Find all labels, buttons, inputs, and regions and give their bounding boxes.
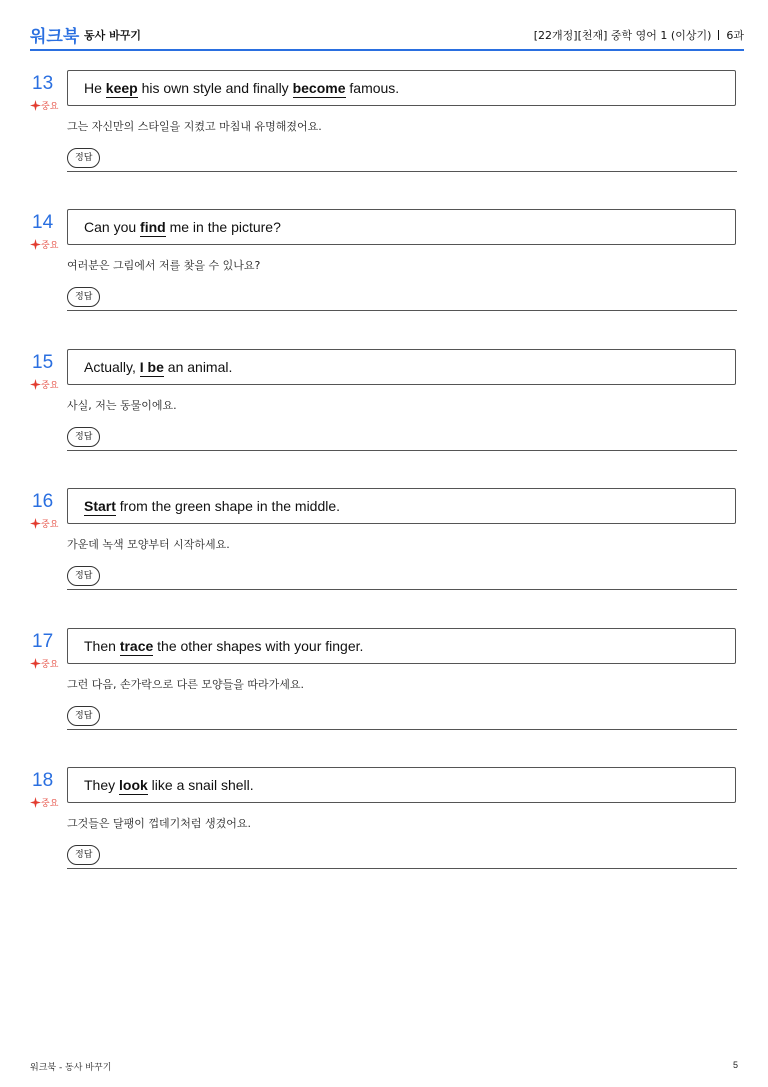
question-item <box>0 73 768 208</box>
divider <box>67 171 737 172</box>
sentence-text: an animal. <box>163 359 233 375</box>
badge-label: 중요 <box>41 660 59 670</box>
important-badge <box>30 99 58 112</box>
course-info <box>534 27 744 43</box>
question-item <box>0 770 768 905</box>
korean-translation: 그는 자신만의 스타일을 지켰고 마침내 유명해졌어요. <box>67 120 322 133</box>
sparkle-icon <box>30 239 41 250</box>
sentence-box <box>67 488 736 524</box>
divider <box>67 868 737 869</box>
badge-label: 중요 <box>41 381 59 391</box>
lesson-number: 6과 <box>726 29 744 42</box>
badge-label: 중요 <box>41 520 59 530</box>
divider <box>67 450 737 451</box>
korean-translation: 사실, 저는 동물이에요. <box>67 399 177 412</box>
answer-button[interactable]: 정답 <box>67 427 100 447</box>
sentence-box <box>67 70 736 106</box>
answer-button[interactable]: 정답 <box>67 845 100 865</box>
sentence-text: famous. <box>345 80 400 96</box>
question-item <box>0 491 768 626</box>
divider <box>67 729 737 730</box>
sparkle-icon <box>30 379 41 390</box>
verb-keyword: trace <box>119 638 154 654</box>
sentence-text: They <box>84 777 120 793</box>
sentence-box <box>67 767 736 803</box>
question-number: 18 <box>32 770 54 791</box>
question-item <box>0 631 768 766</box>
verb-keyword: find <box>140 219 166 235</box>
verb-keyword: keep <box>105 80 138 96</box>
korean-translation: 가운데 녹색 모양부터 시작하세요. <box>67 538 230 551</box>
important-badge <box>30 517 58 530</box>
sentence-box <box>67 349 736 385</box>
question-number: 14 <box>32 212 54 233</box>
sentence-text: Then <box>84 638 120 654</box>
verb-keyword: become <box>292 80 346 96</box>
sentence-text: Actually, <box>84 359 140 375</box>
sentence-box <box>67 209 736 245</box>
sentence-text: his own style and finally <box>137 80 293 96</box>
sentence-text: He <box>84 80 106 96</box>
verb-keyword: Start <box>84 498 116 514</box>
verb-keyword: look <box>119 777 148 793</box>
answer-button[interactable]: 정답 <box>67 566 100 586</box>
badge-label: 중요 <box>41 241 59 251</box>
divider <box>67 589 737 590</box>
sentence-box <box>67 628 736 664</box>
sentence-text: from the green shape in the middle. <box>115 498 341 514</box>
answer-button[interactable]: 정답 <box>67 148 100 168</box>
question-number: 16 <box>32 491 54 512</box>
workbook-subtitle: 동사 바꾸기 <box>84 29 141 42</box>
footer-title: 워크북 - 동사 바꾸기 <box>30 1063 112 1073</box>
sentence-text: like a snail shell. <box>147 777 254 793</box>
korean-translation: 그런 다음, 손가락으로 다른 모양들을 따라가세요. <box>67 678 304 691</box>
sparkle-icon <box>30 100 41 111</box>
page-number: 5 <box>732 1060 738 1070</box>
answer-button[interactable]: 정답 <box>67 706 100 726</box>
brand-title: 워크북 <box>30 27 80 46</box>
question-number: 17 <box>32 631 54 652</box>
badge-label: 중요 <box>41 799 59 809</box>
answer-button[interactable]: 정답 <box>67 287 100 307</box>
question-number: 13 <box>32 73 54 94</box>
sparkle-icon <box>30 658 41 669</box>
sentence-text: me in the picture? <box>165 219 281 235</box>
page-header <box>30 0 744 51</box>
question-number: 15 <box>32 352 54 373</box>
sentence-text: the other shapes with your finger. <box>153 638 364 654</box>
question-item <box>0 352 768 487</box>
badge-label: 중요 <box>41 102 59 112</box>
korean-translation: 여러분은 그림에서 저를 찾을 수 있나요? <box>67 259 261 272</box>
sparkle-icon <box>30 797 41 808</box>
course-name: [22개정][천재] 중학 영어 1 (이상기) <box>533 29 712 42</box>
question-item <box>0 212 768 347</box>
important-badge <box>30 796 58 809</box>
sparkle-icon <box>30 518 41 529</box>
important-badge <box>30 657 58 670</box>
important-badge <box>30 238 58 251</box>
verb-keyword: I be <box>139 359 164 375</box>
divider <box>67 310 737 311</box>
sentence-text: Can you <box>84 219 141 235</box>
korean-translation: 그것들은 달팽이 껍데기처럼 생겼어요. <box>67 817 252 830</box>
important-badge <box>30 378 58 391</box>
header-divider <box>718 30 719 40</box>
